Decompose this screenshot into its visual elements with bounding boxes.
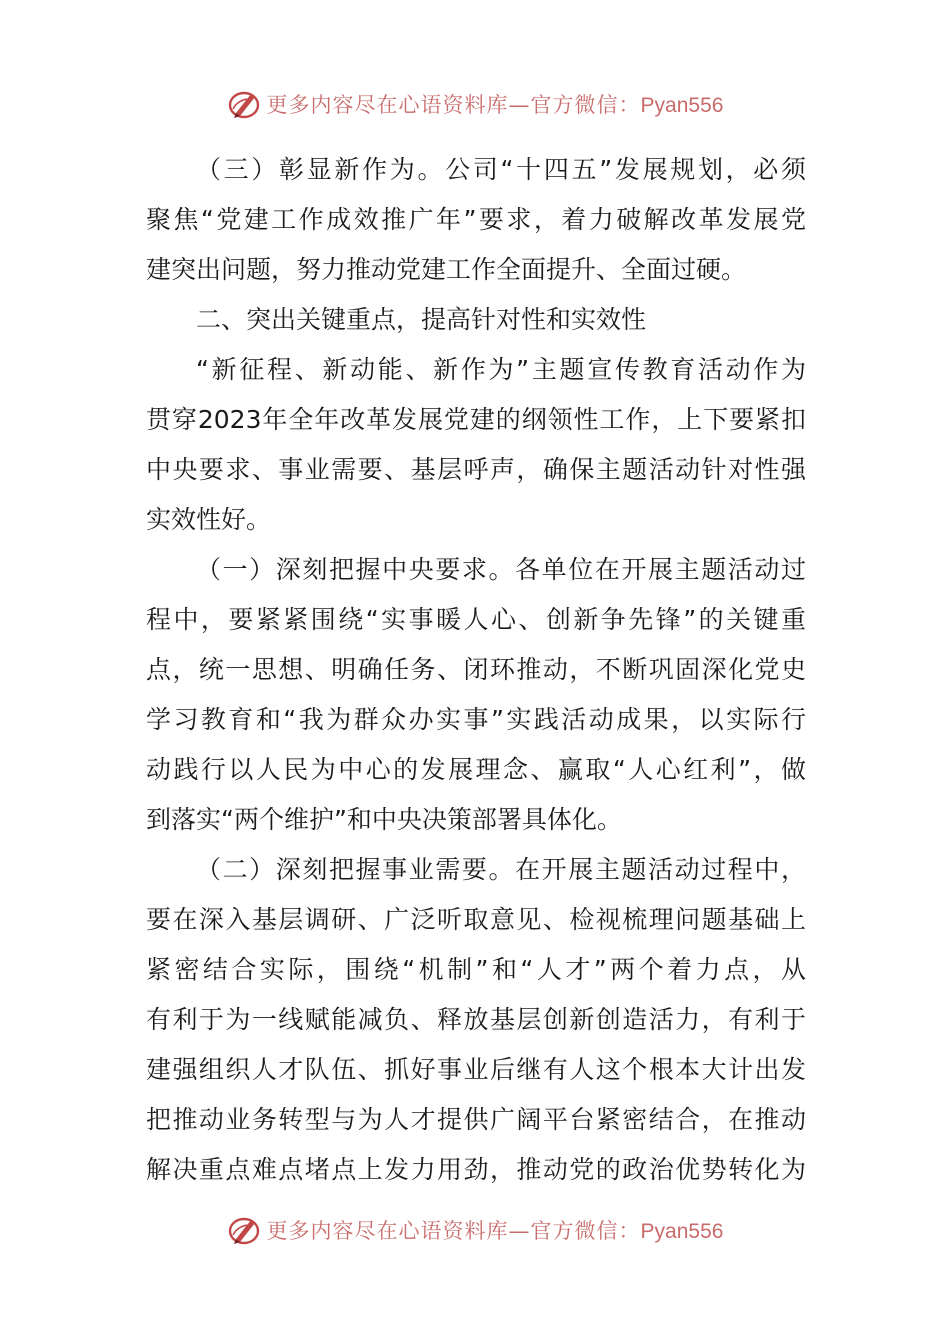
text-line: 聚焦“党建工作成效推广年”要求，着力破解改革发展党	[146, 205, 806, 234]
text-line: 贯穿2023年全年改革发展党建的纲领性工作，上下要紧扣	[146, 405, 806, 434]
paragraph	[146, 345, 806, 545]
text-line: “新征程、新动能、新作为”主题宣传教育活动作为	[196, 355, 806, 384]
text-line: 紧密结合实际，围绕“机制”和“人才”两个着力点，从	[146, 955, 806, 984]
text-line: 点，统一思想、明确任务、闭环推动，不断巩固深化党史	[146, 655, 806, 684]
document-body	[146, 145, 806, 1195]
text-line: 把推动业务转型与为人才提供广阔平台紧密结合，在推动	[146, 1105, 806, 1134]
pen-logo-icon	[227, 87, 261, 121]
section-heading	[146, 295, 806, 345]
watermark-text: 更多内容尽在心语资料库—官方微信：Pyan556	[266, 1219, 724, 1243]
watermark-footer	[0, 1212, 950, 1248]
text-line: 实效性好。	[146, 505, 272, 534]
pen-logo-icon	[227, 1213, 261, 1247]
text-line: 解决重点难点堵点上发力用劲，推动党的政治优势转化为	[146, 1155, 806, 1184]
text-line: 程中，要紧紧围绕“实事暖人心、创新争先锋”的关键重	[146, 605, 806, 634]
text-line: 建突出问题，努力推动党建工作全面提升、全面过硬。	[146, 255, 747, 284]
watermark-header	[0, 86, 950, 122]
paragraph	[146, 845, 806, 1195]
text-line: （三）彰显新作为。公司“十四五”发展规划，必须	[196, 155, 806, 184]
text-line: 要在深入基层调研、广泛听取意见、检视梳理问题基础上	[146, 905, 806, 934]
paragraph	[146, 145, 806, 295]
text-line: 到落实“两个维护”和中央决策部署具体化。	[146, 805, 622, 834]
text-line: 中央要求、事业需要、基层呼声，确保主题活动针对性强	[146, 455, 806, 484]
text-line: 有利于为一线赋能减负、释放基层创新创造活力，有利于	[146, 1005, 806, 1034]
text-line: （二）深刻把握事业需要。在开展主题活动过程中，	[196, 855, 806, 884]
text-line: 学习教育和“我为群众办实事”实践活动成果，以实际行	[146, 705, 806, 734]
text-line: 建强组织人才队伍、抓好事业后继有人这个根本大计出发	[146, 1055, 806, 1084]
text-line: 动践行以人民为中心的发展理念、赢取“人心红利”，做	[146, 755, 806, 784]
text-line: 二、突出关键重点，提高针对性和实效性	[196, 305, 647, 334]
text-line: （一）深刻把握中央要求。各单位在开展主题活动过	[196, 555, 806, 584]
watermark-text: 更多内容尽在心语资料库—官方微信：Pyan556	[266, 93, 724, 117]
paragraph	[146, 545, 806, 845]
